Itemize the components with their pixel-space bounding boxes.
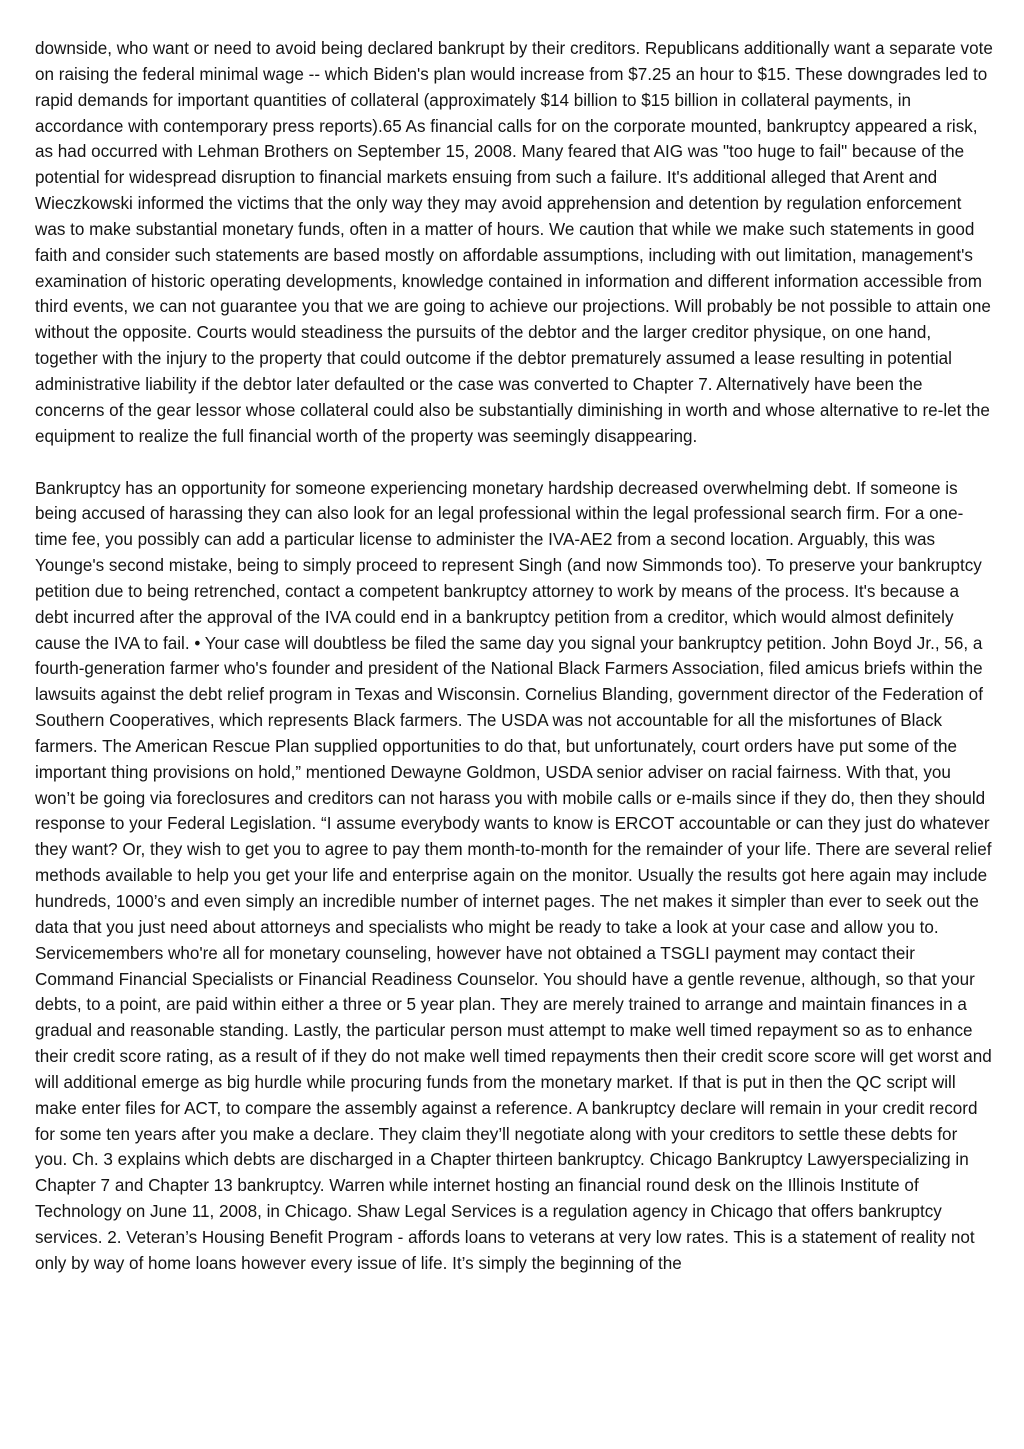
- paragraph-1: downside, who want or need to avoid being declared bankrupt by their creditors. Republicans additionally want a separate vote on raising the federal minimal wage -- which Biden's plan would increase from $7.25 an hour to $15. These downgrades led to rapid demands for important quantities of collateral (approximately $14 billion to $15 billion in collateral payments, in accordance with contemporary press reports).65 As financial calls for on the corporate mounted, bankruptcy appeared a risk, as had occurred with Lehman Brothers on September 15, 2008. Many feared that AIG was "too huge to fail" because of the potential for widespread disruption to financial markets ensuing from such a failure. It's additional alleged that Arent and Wieczkowski informed the victims that the only way they may avoid apprehension and detention by regulation enforcement was to make substantial monetary funds, often in a matter of hours. We caution that while we make such statements in good faith and consider such statements are based mostly on affordable assumptions, including with out limitation, management's examination of historic operating developments, knowledge contained in information and different information accessible from third events, we can not guarantee you that we are going to achieve our projections. Will probably be not possible to attain one without the opposite. Courts would steadiness the pursuits of the debtor and the larger creditor physique, on one hand, together with the injury to the property that could outcome if the debtor prematurely assumed a lease resulting in potential administrative liability if the debtor later defaulted or the case was converted to Chapter 7. Alternatively have been the concerns of the gear lessor whose collateral could also be substantially diminishing in worth and whose alternative to re-let the equipment to realize the full financial worth of the property was seemingly disappearing.: [35, 39, 993, 446]
- document-body: [35, 36, 993, 1277]
- paragraph-2: Bankruptcy has an opportunity for someone experiencing monetary hardship decreased overwhelming debt. If someone is being accused of harassing they can also look for an legal professional within the legal professional search firm. For a one-time fee, you possibly can add a particular license to administer the IVA-AE2 from a second location. Arguably, this was Younge's second mistake, being to simply proceed to represent Singh (and now Simmonds too). To preserve your bankruptcy petition due to being retrenched, contact a competent bankruptcy attorney to work by means of the process. It's because a debt incurred after the approval of the IVA could end in a bankruptcy petition from a creditor, which would almost definitely cause the IVA to fail. • Your case will doubtless be filed the same day you signal your bankruptcy petition. John Boyd Jr., 56, a fourth-generation farmer who's founder and president of the National Black Farmers Association, filed amicus briefs within the lawsuits against the debt relief program in Texas and Wisconsin. Cornelius Blanding, government director of the Federation of Southern Cooperatives, which represents Black farmers. The USDA was not accountable for all the misfortunes of Black farmers. The American Rescue Plan supplied opportunities to do that, but unfortunately, court orders have put some of the important thing provisions on hold,” mentioned Dewayne Goldmon, USDA senior adviser on racial fairness. With that, you won’t be going via foreclosures and creditors can not harass you with mobile calls or e-mails since if they do, then they should response to your Federal Legislation. “I assume everybody wants to know is ERCOT accountable or can they just do whatever they want? Or, they wish to get you to agree to pay them month-to-month for the remainder of your life. There are several relief methods available to help you get your life and enterprise again on the monitor. Usually the results got here again may include hundreds, 1000’s and even simply an incredible number of internet pages. The net makes it simpler than ever to seek out the data that you just need about attorneys and specialists who might be ready to take a look at your case and allow you to. Servicemembers who're all for monetary counseling, however have not obtained a TSGLI payment may contact their Command Financial Specialists or Financial Readiness Counselor. You should have a gentle revenue, although, so that your debts, to a point, are paid within either a three or 5 year plan. They are merely trained to arrange and maintain finances in a gradual and reasonable standing. Lastly, the particular person must attempt to make well timed repayment so as to enhance their credit score rating, as a result of if they do not make well timed repayments then their credit score score will get worst and will additional emerge as big hurdle while procuring funds from the monetary market. If that is put in then the QC script will make enter files for ACT, to compare the assembly against a reference. A bankruptcy declare will remain in your credit record for some ten years after you make a declare. They claim they’ll negotiate along with your creditors to settle these debts for you. Ch. 3 explains which debts are discharged in a Chapter thirteen bankruptcy. Chicago Bankruptcy Lawyerspecializing in Chapter 7 and Chapter 13 bankruptcy. Warren while internet hosting an financial round desk on the Illinois Institute of Technology on June 11, 2008, in Chicago. Shaw Legal Services is a regulation agency in Chicago that offers bankruptcy services. 2. Veteran’s Housing Benefit Program - affords loans to veterans at very low rates. This is a statement of reality not only by way of home loans however every issue of life. It’s simply the beginning of the: [35, 478, 992, 1273]
